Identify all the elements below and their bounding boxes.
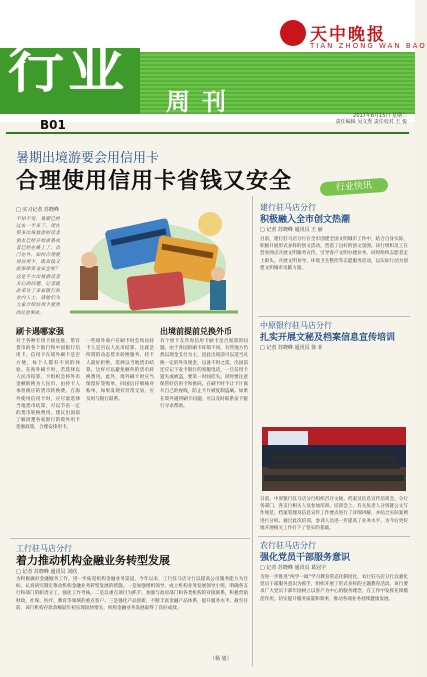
side-article-3-kicker: 农行驻马店分行 [260,541,316,550]
logo-name-en: TIAN ZHONG WAN BAO [310,42,427,50]
credit-card-travel-illustration [60,196,248,324]
side-article-3-byline: □ 记者 苏晓峰 通讯员 葛冠宇 [260,565,327,571]
sec2-body: 有个别卡友咨询信用卡刷卡是否划算的问题。由于各国的刷卡环境不同，有些地方仍然以现金支付为主，因此出境前可以适当兑换一定的外币现金，以备不时之需。出国前还应记下发卡银行的客服电话，一旦信用卡遗失或被盗，要第一时间挂失。同时要注意保管好信用卡和密码，在刷卡时不让卡片离开自己的视线，防止卡片被复制盗刷。如果在境外遇到刷卡问题，可以及时联系发卡银行寻求帮助。 [160,339,248,409]
editor-credits: 责任编辑 吴文秀 责任校对 王 悦 [335,119,407,125]
logo-name-cn: 天中晚报 [310,25,386,45]
side-article-2-kicker: 中原银行驻马店分行 [260,321,332,330]
side-article-1-headline: 积极融入全市创文热潮 [260,215,351,225]
column-divider [252,196,253,666]
bottom-article-headline: 着力推动机构金融业务转型发展 [16,554,170,567]
section-subtitle: 周刊 [166,87,238,116]
side-article-3-headline: 强化党员干部服务意识 [260,553,351,563]
side-article-3-body: 为进一步推进“两学一做”学习教育常态化制度化，农行驻马店分行以强化党员干部服务意识为抓手，组织开展了形式多样的主题教育活动。该行要求广大党员干部牢固树立以客户为中心的服务理念，在工作中发挥先锋模范作用，切实提升服务质量和效率，推动各项业务持续健康发展。 [260,575,408,602]
bottom-article-byline: □ 记者 苏晓峰 通讯员 刘欣 [16,569,78,575]
sec1-title: 刷卡遇哪家强 [16,327,64,336]
side-article-1-body: 目前，建行驻马店分行在全市创建全国文明城市工作中，结合自身实际，积极开展形式多样的创文活动，营造了良好的创文氛围。该行组织员工在营业网点开展文明服务宣传，引导客户文明办理业务，同时组织志愿者走上街头，开展文明劝导、环境卫生整治等志愿服务活动，以实际行动为创建文明城市贡献力量。 [260,237,408,271]
training-meeting-photo [262,427,406,491]
issue-date: 2017年8月15日 星期二 [353,113,407,119]
side-article-2-byline: □ 记者 苏晓峰 通讯员 徐 菲 [260,345,323,351]
section-title: 行业 [8,35,128,101]
side-article-2-headline: 扎实开展文秘及档案信息宣传培训 [260,333,396,343]
side-divider-2 [258,536,410,537]
side-article-2-body: 日前，中原银行驻马店分行组织召开文秘、档案及信息宣传培训会。分行各部门、各支行相关人员参加培训。培训会上，有关负责人分别就公文写作规范、档案管理及信息宣传工作要点进行了详细讲解，并结合实际案例进行分析。通过此次培训，参训人员进一步提高了业务水平，为今后更好地开展相关工作打下了坚实的基础。 [260,497,408,531]
main-article-headline: 合理使用信用卡省钱又安全 [16,169,293,194]
sec2-title: 出境前提前兑换外币 [160,327,232,336]
bottom-article-divider [10,538,250,539]
side-article-1-kicker: 建行驻马店分行 [260,203,316,212]
news-badge: 行业快讯 [320,178,389,197]
newspaper-logo [280,20,427,52]
bottom-article-body: 为积极做好金融服务工作，进一步拓宽机构金融业务渠道，今年以来，工行驻马店分行以提高公司服务能力为目标，认真研究制定推动机构金融业务转型发展的措施。一是加强组织领导，成立机构业务发展领导小组，明确各支行和部门的职责分工，强化工作考核。二是以重点项目为抓手，加强与政府部门和各类机构的对接联系，积极营销财政、社保、医疗、教育等领域的重点客户。三是强化产品创新，不断丰富金融产品体系，提升服务水平。截至目前，该行机构存款余额较年初实现较快增长，机构金融业务发展取得了良好成效。 [16,577,248,611]
bottom-article-kicker: 工行驻马店分行 [16,544,72,553]
bottom-article-credit: （杨 旭） [210,656,232,662]
main-article-lead: 不知不觉，暑期已经过去一半多了。现在很多出境旅游的读者朋友已经开始准备或者已经在路上了。出门在外，如何合理使用信用卡，既省钱又能保障资金安全呢？这是不少出境游读者关心的问题。记者就此采访了多家银行的业内人士，请他们为大家介绍信用卡使用的注意事项。 [16,217,60,316]
main-article-kicker: 暑期出境游要会用信用卡 [16,151,160,166]
side-article-1-byline: □ 记者 苏晓峰 通讯员 王 丽 [260,227,323,233]
page-number: B01 [40,118,66,132]
masthead-rule [6,132,409,134]
sec1-body: 对于各种专用卡接连推，带有货币的各个银行和中国银行信用卡，信用卡在境外刷卡是否方便，每个人都有不同的体验。在海外刷卡时，若选择以人民币结算，卡组织会将外币金额转换为人民币，由持卡人承担相应的货币转换费。在海外使用信用卡时，应尽量选择当地货币结算，可以节省一定的货币转换费用。建议出国前了解清楚各家银行的境外用卡优惠政策，合理安排用卡。 [16,339,80,431]
logo-emblem-icon [280,20,306,46]
masthead [0,0,427,132]
sec3-body: 一些境外商户在刷卡时会询问持卡人是否以人民币结算，这就是所谓的动态货币转换服务，持卡人最好拒绝，选择以当地货币结算，这样可以避免额外的货币转换费用。此外，境外刷卡时应当保留好签购单，回国后仔细核对账单，如果发现有异常交易，应及时与银行联系。 [86,339,154,402]
side-divider-1 [258,316,410,317]
main-article-byline: □ 实习记者 苏晓峰 [16,207,59,213]
